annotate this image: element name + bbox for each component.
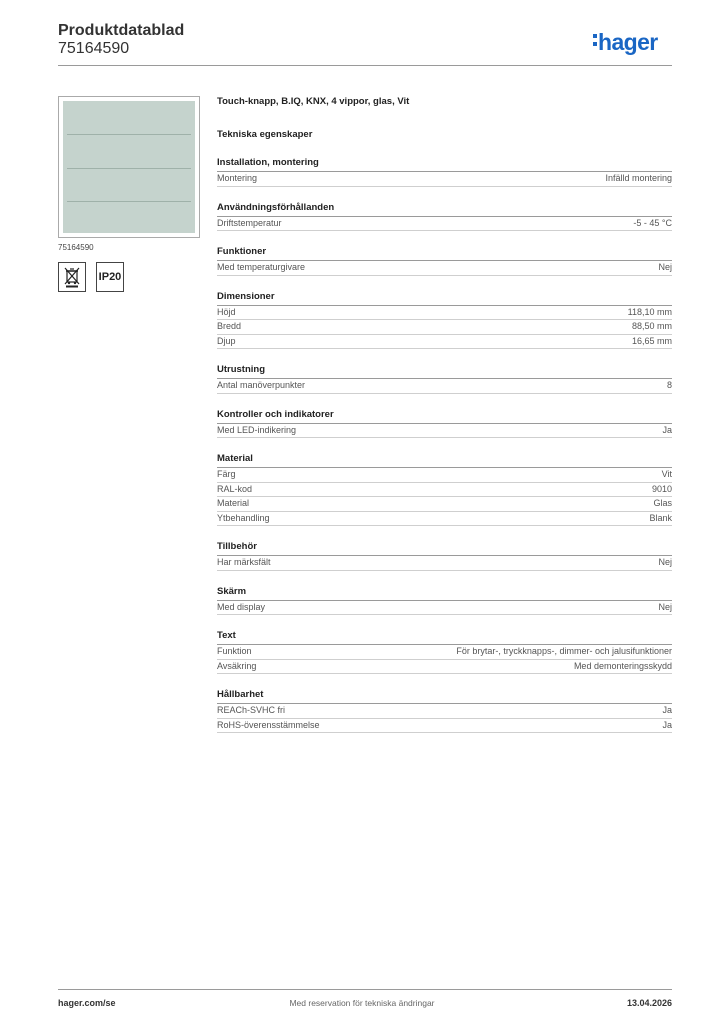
spec-row (217, 261, 672, 276)
spec-section (217, 202, 672, 232)
section-heading: Tillbehör (217, 541, 672, 556)
spec-row (217, 497, 672, 512)
section-heading: Installation, montering (217, 157, 672, 172)
spec-label: Med display (217, 601, 266, 612)
spec-label: Antal manöverpunkter (217, 380, 306, 390)
spec-label: Djup (217, 335, 236, 346)
spec-section (217, 586, 672, 616)
spec-row (217, 172, 672, 187)
spec-value: Nej (658, 601, 672, 612)
spec-label: Färg (217, 469, 236, 479)
spec-row (217, 660, 672, 675)
logo-dots-icon (593, 34, 597, 50)
spec-value: Ja (662, 424, 672, 435)
glass-panel (63, 101, 195, 233)
spec-value: Glas (653, 498, 672, 508)
spec-value: 16,65 mm (631, 335, 672, 346)
spec-label: RoHS-överensstämmelse (217, 719, 320, 730)
footer-disclaimer: Med reservation för tekniska ändringar (289, 998, 435, 1008)
spec-section (217, 541, 672, 571)
section-heading: Funktioner (217, 246, 672, 261)
spec-label: Avsäkring (217, 660, 257, 671)
spec-section (217, 291, 672, 350)
logo-text: hager (598, 29, 658, 55)
section-heading: Användningsförhållanden (217, 202, 672, 217)
section-heading: Utrustning (217, 364, 672, 379)
section-heading: Kontroller och indikatorer (217, 409, 672, 424)
spec-sections (217, 157, 672, 733)
spec-row (217, 320, 672, 335)
spec-value: 118,10 mm (627, 306, 672, 317)
spec-row (217, 306, 672, 321)
spec-section (217, 246, 672, 276)
section-heading: Material (217, 453, 672, 468)
spec-row (217, 704, 672, 719)
spec-row (217, 335, 672, 350)
spec-label: Med temperaturgivare (217, 262, 306, 272)
document-title: Produktdatablad (58, 22, 185, 39)
section-heading: Skärm (217, 586, 672, 601)
spec-value: Ja (662, 705, 672, 715)
footer-website: hager.com/se (58, 998, 116, 1008)
spec-row (217, 645, 672, 660)
product-image (58, 96, 200, 238)
spec-label: Material (217, 498, 250, 508)
spec-label: Höjd (217, 306, 236, 317)
spec-row (217, 424, 672, 439)
spec-row (217, 719, 672, 734)
spec-value: Nej (658, 262, 672, 272)
footer-date: 13.04.2026 (626, 998, 672, 1008)
spec-value: Infälld montering (605, 173, 672, 183)
hager-logo (593, 29, 658, 56)
spec-label: REACh-SVHC fri (217, 705, 286, 715)
spec-value: Vit (661, 469, 672, 479)
spec-label: RAL-kod (217, 483, 253, 494)
spec-label: Har märksfält (217, 557, 271, 567)
spec-label: Montering (217, 173, 258, 183)
header-divider (58, 65, 672, 66)
spec-label: Funktion (217, 646, 252, 656)
spec-label: Med LED-indikering (217, 424, 297, 435)
section-heading: Text (217, 630, 672, 645)
spec-value: 88,50 mm (631, 321, 672, 331)
spec-row (217, 217, 672, 232)
spec-section (217, 453, 672, 526)
spec-label: Driftstemperatur (217, 217, 282, 228)
spec-value: Med demonteringsskydd (573, 660, 672, 671)
spec-section (217, 157, 672, 187)
spec-value: Blank (649, 512, 672, 523)
spec-row (217, 379, 672, 394)
spec-section (217, 630, 672, 674)
spec-section (217, 364, 672, 394)
image-caption: 75164590 (58, 243, 94, 252)
ip-rating-badge: IP20 (96, 262, 124, 292)
section-heading: Hållbarhet (217, 689, 672, 704)
spec-value: -5 - 45 °C (633, 217, 672, 228)
spec-value: Ja (662, 719, 672, 730)
specs-heading: Tekniska egenskaper (217, 129, 313, 140)
weee-crossed-bin-icon (63, 266, 81, 288)
spec-section (217, 689, 672, 733)
spec-value: 9010 (651, 483, 672, 494)
spec-value: Nej (658, 557, 672, 567)
spec-content (217, 96, 672, 733)
section-heading: Dimensioner (217, 291, 672, 306)
spec-value: För brytar-, tryckknapps-, dimmer- och jalusifunktioner (456, 646, 672, 656)
spec-row (217, 556, 672, 571)
weee-badge (58, 262, 86, 292)
footer-divider (58, 989, 672, 990)
spec-row (217, 483, 672, 498)
spec-section (217, 409, 672, 439)
spec-label: Ytbehandling (217, 512, 270, 523)
spec-row (217, 468, 672, 483)
spec-row (217, 601, 672, 616)
product-title: Touch-knapp, B.IQ, KNX, 4 vippor, glas, Vit (217, 96, 410, 107)
spec-label: Bredd (217, 321, 242, 331)
spec-value: 8 (666, 380, 672, 390)
document-number: 75164590 (58, 40, 130, 57)
spec-row (217, 512, 672, 527)
